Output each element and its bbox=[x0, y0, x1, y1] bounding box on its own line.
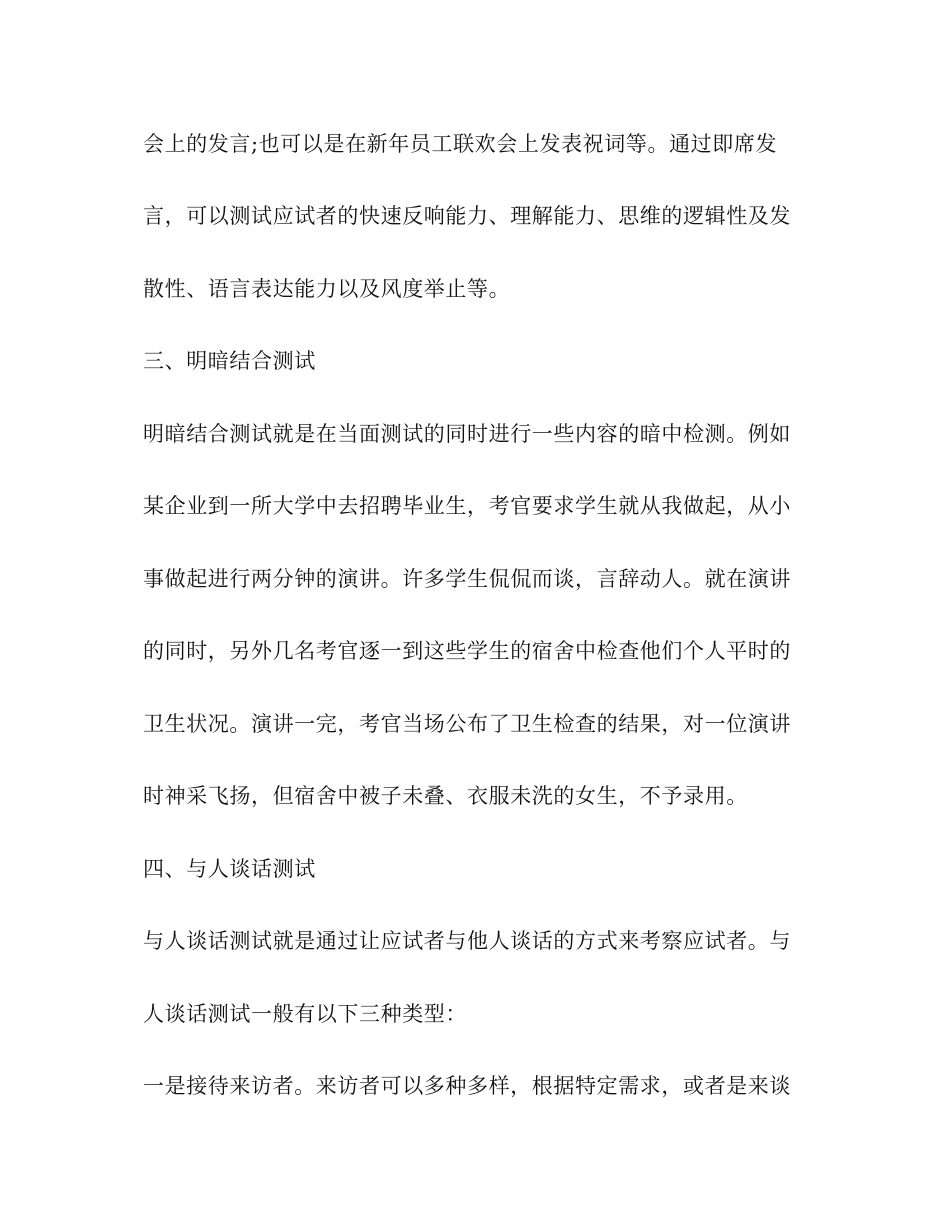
paragraph-line: 时神采飞扬，但宿舍中被子未叠、衣服未洗的女生，不予录用。 bbox=[143, 784, 748, 808]
paragraph-line: 事做起进行两分钟的演讲。许多学生侃侃而谈，言辞动人。就在演讲 bbox=[143, 567, 791, 591]
paragraph-line: 一是接待来访者。来访者可以多种多样，根据特定需求，或者是来谈 bbox=[143, 1074, 791, 1098]
paragraph-line: 与人谈话测试就是通过让应试者与他人谈话的方式来考察应试者。与 bbox=[143, 929, 791, 953]
paragraph-line: 明暗结合测试就是在当面测试的同时进行一些内容的暗中检测。例如 bbox=[143, 422, 791, 446]
paragraph-line: 某企业到一所大学中去招聘毕业生，考官要求学生就从我做起，从小 bbox=[143, 494, 791, 518]
paragraph-line: 散性、语言表达能力以及风度举止等。 bbox=[143, 277, 511, 301]
section-heading: 三、明暗结合测试 bbox=[143, 349, 316, 373]
paragraph-line: 卫生状况。演讲一完，考官当场公布了卫生检查的结果，对一位演讲 bbox=[143, 712, 791, 736]
paragraph-line: 的同时，另外几名考官逐一到这些学生的宿舍中检查他们个人平时的 bbox=[143, 639, 791, 663]
paragraph-line: 人谈话测试一般有以下三种类型： bbox=[143, 1002, 467, 1026]
section-heading: 四、与人谈话测试 bbox=[143, 857, 316, 881]
paragraph-line: 言，可以测试应试者的快速反响能力、理解能力、思维的逻辑性及发 bbox=[143, 204, 791, 228]
paragraph-line: 会上的发言;也可以是在新年员工联欢会上发表祝词等。通过即席发 bbox=[143, 132, 778, 156]
